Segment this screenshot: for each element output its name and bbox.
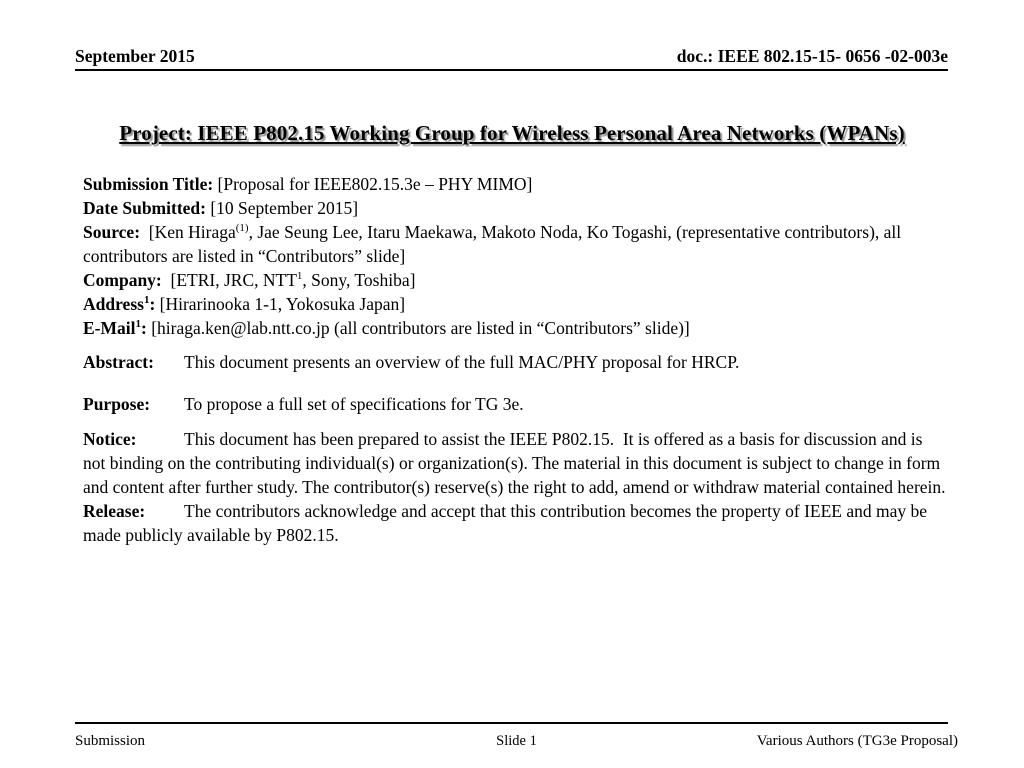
section-label: Purpose: — [83, 394, 151, 414]
slide-body — [83, 172, 947, 547]
superscript: 1 — [143, 294, 150, 307]
field-submission-title — [83, 172, 947, 196]
section-label: Notice: — [83, 429, 137, 449]
field-label-text: : — [149, 294, 156, 314]
field-text: , Jae Seung Lee, Itaru Maekawa, Makoto Noda, Ko Togashi, (representative contributors), all contributors are listed in “Contributors” slide] — [83, 222, 906, 266]
field-source — [83, 220, 947, 268]
footer-slide-number: Slide 1 — [496, 733, 537, 749]
field-address — [83, 292, 947, 316]
field-label — [83, 318, 147, 338]
field-label: Date Submitted: — [83, 198, 206, 218]
section-notice — [83, 427, 947, 499]
footer-submission: Submission — [75, 733, 146, 749]
section-text: This document presents an overview of the full MAC/PHY proposal for HRCP. — [184, 352, 740, 372]
field-label: Company: — [83, 270, 162, 290]
section-release — [83, 499, 947, 547]
header-doc-number: doc.: IEEE 802.15-15- 0656 -02-003e — [676, 46, 948, 66]
field-text: , Sony, Toshiba] — [302, 270, 416, 290]
slide-header — [75, 46, 948, 67]
footer-rule — [75, 722, 948, 724]
field-label: Submission Title: — [83, 174, 214, 194]
field-text: [hiraga.ken@lab.ntt.co.jp (all contributors are listed in “Contributors” slide)] — [146, 318, 690, 338]
field-label-text: : — [141, 318, 147, 338]
slide-title: Project: IEEE P802.15 Working Group for Wireless Personal Area Networks (WPANs) — [119, 121, 905, 145]
field-text: [Hirarinooka 1-1, Yokosuka Japan] — [155, 294, 406, 314]
field-text: [ETRI, JRC, NTT — [161, 270, 297, 290]
section-abstract — [83, 350, 947, 374]
section-purpose — [83, 392, 947, 416]
section-text: The contributors acknowledge and accept that this contribution becomes the property of IEEE and may be made publicly available by P802.15. — [83, 501, 932, 545]
header-rule — [75, 69, 948, 71]
section-label: Release: — [83, 501, 146, 521]
superscript: (1) — [235, 222, 249, 235]
slide-footer — [75, 729, 958, 750]
field-label — [83, 294, 155, 314]
header-date: September 2015 — [75, 46, 195, 66]
field-text: [Ken Hiraga — [140, 222, 236, 242]
superscript: 1 — [296, 270, 303, 283]
superscript: 1 — [135, 318, 141, 331]
field-label-text: E-Mail — [83, 318, 136, 338]
footer-authors: Various Authors (TG3e Proposal) — [756, 733, 958, 749]
field-email — [83, 316, 947, 340]
field-text: [10 September 2015] — [205, 198, 359, 218]
section-label: Abstract: — [83, 352, 154, 372]
field-label: Source: — [83, 222, 141, 242]
field-label-text: Address — [83, 294, 144, 314]
field-company — [83, 268, 947, 292]
section-text: This document has been prepared to assist the IEEE P802.15. It is offered as a basis for discussion and is not binding on the contributing individual(s) or organization(s). The material in this document is subject to change in form and content after further study. The contributor(s) reserve(s) the right to add, amend or withdraw material contained herein. — [83, 429, 946, 497]
field-date-submitted — [83, 196, 947, 220]
section-text: To propose a full set of specifications for TG 3e. — [184, 394, 524, 414]
field-text: [Proposal for IEEE802.15.3e – PHY MIMO] — [213, 174, 533, 194]
